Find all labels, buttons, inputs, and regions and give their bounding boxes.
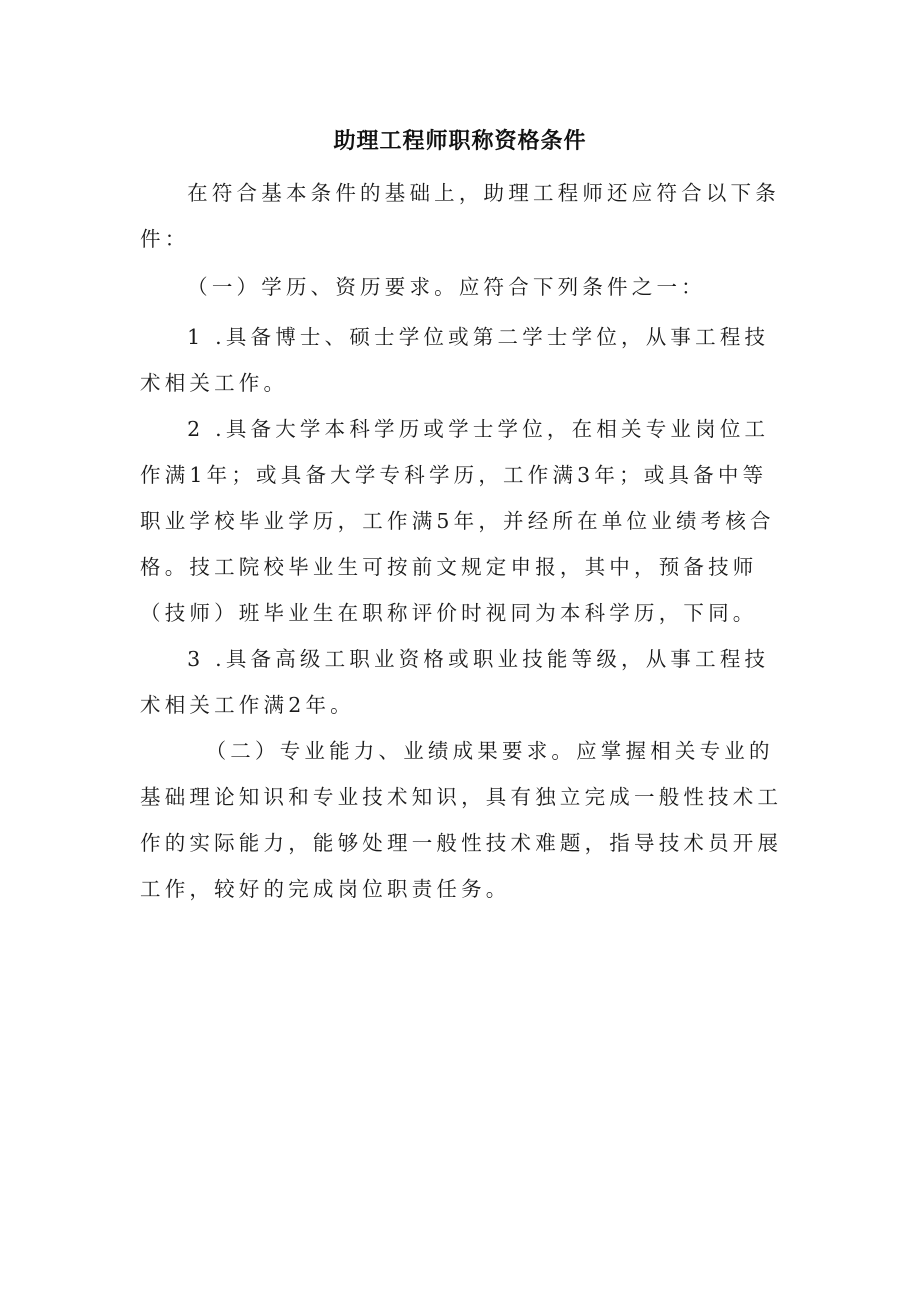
intro-paragraph: 在符合基本条件的基础上，助理工程师还应符合以下条件： bbox=[140, 181, 780, 251]
document-body bbox=[140, 170, 790, 912]
condition-1-paragraph: 1 .具备博士、硕士学位或第二学士学位，从事工程技术相关工作。 bbox=[140, 325, 770, 395]
section-1-heading: （一）学历、资历要求。应符合下列条件之一： bbox=[187, 275, 706, 299]
section-2-paragraph: （二）专业能力、业绩成果要求。应掌握相关专业的基础理论知识和专业技术知识，具有独立完成一般性技术工作的实际能力，能够处理一般性技术难题，指导技术员开展工作，较好的完成岗位职责任务。 bbox=[140, 739, 783, 901]
condition-2-paragraph: 2 .具备大学本科学历或学士学位，在相关专业岗位工作满1年；或具备大学专科学历，工作满3年；或具备中等职业学校毕业学历，工作满5年，并经所在单位业绩考核合格。技工院校毕业生可按前文规定申报，其中，预备技师（技师）班毕业生在职称评价时视同为本科学历，下同。 bbox=[140, 417, 775, 625]
condition-3-paragraph: 3 .具备高级工职业资格或职业技能等级，从事工程技术相关工作满2年。 bbox=[140, 647, 770, 717]
document-title: 助理工程师职称资格条件 bbox=[333, 129, 587, 154]
